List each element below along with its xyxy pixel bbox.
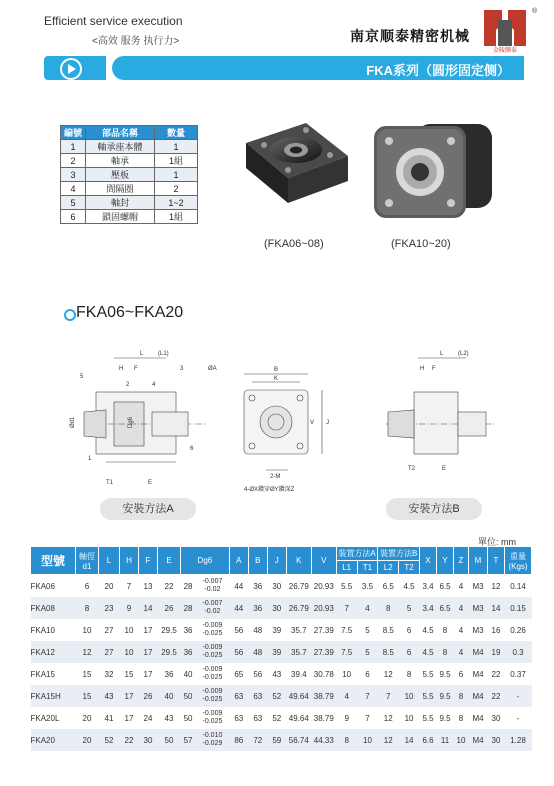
spec-cell-j: 59 bbox=[267, 729, 286, 751]
spec-cell-b: 48 bbox=[248, 641, 267, 663]
spec-cell-l2: 8.5 bbox=[382, 625, 394, 635]
spec-cell-y: 8 bbox=[442, 625, 448, 635]
spec-cell-t2: 4.5 bbox=[403, 581, 415, 591]
spec-cell-k: 56.74 bbox=[286, 729, 311, 751]
spec-cell-t1: 3.5 bbox=[361, 581, 374, 591]
spec-cell-k: 49.64 bbox=[286, 685, 311, 707]
spec-cell-t: 30 bbox=[488, 729, 505, 751]
spec-cell-m: M4 bbox=[469, 685, 488, 707]
spec-cell-t: 14 bbox=[488, 597, 505, 619]
spec-cell-w: 0.15 bbox=[505, 597, 532, 619]
dim-label: T1 bbox=[106, 480, 114, 486]
parts-cell: 間隔圈 bbox=[86, 182, 155, 196]
spec-cell-tolerance: -0.009 -0.025 bbox=[196, 641, 230, 663]
parts-table bbox=[60, 125, 198, 224]
spec-cell-l1: 9 bbox=[344, 713, 349, 723]
spec-cell-b: 36 bbox=[253, 581, 263, 591]
spec-cell-x: 6.6 bbox=[420, 729, 437, 751]
section-title: FKA06~FKA20 bbox=[76, 304, 184, 321]
spec-cell-b: 48 bbox=[253, 625, 263, 635]
spec-cell-l1: 5.5 bbox=[341, 581, 353, 591]
spec-cell-l1: 7 bbox=[336, 597, 357, 619]
spec-cell-d: 36 bbox=[183, 625, 193, 635]
spec-cell-y: 6.5 bbox=[439, 581, 451, 591]
parts-cell: 6 bbox=[61, 210, 86, 224]
dim-label: F bbox=[432, 366, 436, 372]
photo-caption-small: (FKA06~08) bbox=[264, 238, 324, 250]
spec-row bbox=[31, 729, 532, 751]
dim-label: Dg6 bbox=[128, 416, 134, 428]
spec-cell-w: 0.3 bbox=[505, 641, 532, 663]
spec-cell-m: M4 bbox=[469, 641, 488, 663]
spec-cell-a: 63 bbox=[229, 685, 248, 707]
spec-cell-model: FKA20L bbox=[30, 713, 60, 723]
spec-header-E: E bbox=[158, 547, 181, 575]
spec-cell-h: 10 bbox=[124, 625, 134, 635]
spec-header-Y: Y bbox=[437, 547, 454, 575]
spec-cell-l: 23 bbox=[99, 597, 120, 619]
spec-cell-d1: 20 bbox=[82, 713, 92, 723]
spec-cell-l: 20 bbox=[104, 581, 114, 591]
callout: 6 bbox=[190, 446, 194, 452]
spec-row bbox=[31, 597, 532, 619]
spec-cell-d: 57 bbox=[181, 729, 196, 751]
dim-label: E bbox=[148, 480, 153, 486]
callout: 4 bbox=[152, 382, 156, 388]
parts-cell: 鎖固螺帽 bbox=[86, 210, 155, 224]
spec-header-L2: L2 bbox=[378, 561, 399, 575]
spec-header-shaft: 軸徑 d1 bbox=[76, 547, 99, 575]
spec-cell-x: 4.5 bbox=[420, 641, 437, 663]
spec-cell-e: 29.5 bbox=[161, 625, 177, 635]
spec-cell-j: 52 bbox=[272, 713, 282, 723]
photo-caption-large: (FKA10~20) bbox=[391, 238, 451, 250]
company-name: 南京顺泰精密机械 bbox=[350, 28, 470, 44]
spec-cell-j: 30 bbox=[272, 581, 282, 591]
mount-method-a: 安裝方法A bbox=[100, 498, 196, 520]
spec-cell-d: 28 bbox=[183, 581, 193, 591]
spec-cell-a: 44 bbox=[229, 597, 248, 619]
spec-cell-tolerance: -0.007 -0.02 bbox=[202, 578, 223, 593]
spec-cell-f: 13 bbox=[143, 581, 153, 591]
spec-cell-t2: 10 bbox=[399, 685, 420, 707]
spec-cell-m: M3 bbox=[472, 625, 484, 635]
spec-cell-y: 11 bbox=[437, 729, 454, 751]
spec-cell-a: 44 bbox=[234, 581, 244, 591]
spec-cell-x: 3.4 bbox=[422, 581, 434, 591]
bullet-icon bbox=[64, 309, 76, 321]
spec-cell-w: - bbox=[516, 713, 520, 723]
spec-cell-tolerance: -0.009 -0.025 bbox=[202, 666, 223, 681]
parts-row bbox=[61, 182, 198, 196]
parts-row bbox=[61, 154, 198, 168]
spec-cell-h: 17 bbox=[120, 685, 139, 707]
spec-cell-w: 1.28 bbox=[505, 729, 532, 751]
spec-cell-y: 9.5 bbox=[439, 669, 451, 679]
dim-label: B bbox=[274, 367, 279, 373]
spec-header-M: M bbox=[469, 547, 488, 575]
spec-header-K: K bbox=[286, 547, 311, 575]
spec-cell-l2: 12 bbox=[378, 729, 399, 751]
spec-cell-t1: 7 bbox=[357, 685, 378, 707]
spec-cell-t2: 14 bbox=[399, 729, 420, 751]
spec-cell-t1: 5 bbox=[365, 625, 370, 635]
dim-label: (L1) bbox=[158, 351, 169, 357]
spec-cell-x: 5.5 bbox=[422, 669, 434, 679]
spec-cell-z: 4 bbox=[454, 597, 469, 619]
spec-table bbox=[30, 546, 532, 751]
callout: 3 bbox=[180, 366, 184, 372]
spec-cell-model: FKA20 bbox=[31, 729, 76, 751]
parts-row bbox=[61, 140, 198, 154]
spec-cell-model: FKA12 bbox=[31, 641, 76, 663]
spec-cell-t2: 10 bbox=[404, 713, 414, 723]
spec-cell-h: 9 bbox=[120, 597, 139, 619]
spec-cell-tolerance: -0.009 -0.025 bbox=[202, 710, 223, 725]
spec-cell-e: 50 bbox=[158, 729, 181, 751]
spec-cell-m: M4 bbox=[472, 713, 484, 723]
spec-cell-t1: 6 bbox=[365, 669, 370, 679]
parts-cell: 軸承座本體 bbox=[86, 140, 155, 154]
spec-cell-d1: 12 bbox=[76, 641, 99, 663]
spec-cell-e: 22 bbox=[164, 581, 174, 591]
spec-cell-t1: 4 bbox=[357, 597, 378, 619]
spec-header-weight: 重量 (Kgs) bbox=[505, 547, 532, 575]
parts-cell: 1 bbox=[61, 140, 86, 154]
spec-cell-z: 4 bbox=[458, 581, 464, 591]
spec-cell-t: 19 bbox=[488, 641, 505, 663]
spec-cell-t1: 10 bbox=[357, 729, 378, 751]
spec-cell-t: 22 bbox=[491, 669, 501, 679]
spec-row bbox=[31, 575, 532, 598]
spec-cell-model: FKA10 bbox=[30, 625, 55, 635]
spec-cell-a: 65 bbox=[234, 669, 244, 679]
spec-cell-d: 28 bbox=[181, 597, 196, 619]
spec-row bbox=[31, 619, 532, 641]
spec-cell-k: 26.79 bbox=[286, 597, 311, 619]
spec-header-L1: L1 bbox=[336, 561, 357, 575]
spec-cell-f: 14 bbox=[139, 597, 158, 619]
spec-cell-model: FKA06 bbox=[30, 581, 55, 591]
parts-cell: 1組 bbox=[155, 154, 198, 168]
spec-cell-f: 17 bbox=[143, 625, 153, 635]
mount-method-b: 安裝方法B bbox=[386, 498, 482, 520]
dim-label: V bbox=[310, 420, 315, 426]
spec-cell-h: 10 bbox=[120, 641, 139, 663]
spec-cell-a: 56 bbox=[229, 641, 248, 663]
callout: 5 bbox=[80, 374, 84, 380]
spec-cell-l: 41 bbox=[104, 713, 114, 723]
spec-cell-b: 36 bbox=[248, 597, 267, 619]
spec-cell-x: 4.5 bbox=[422, 625, 434, 635]
spec-header-T2: T2 bbox=[399, 561, 420, 575]
dim-label: ØA bbox=[208, 366, 217, 372]
spec-header-X: X bbox=[420, 547, 437, 575]
spec-cell-h: 17 bbox=[124, 713, 134, 723]
hole-spec: 4-ØX鑽穿ØY鑽深Z bbox=[244, 487, 295, 492]
spec-cell-t1: 7 bbox=[365, 713, 370, 723]
spec-cell-e: 36 bbox=[164, 669, 174, 679]
spec-cell-v: 27.39 bbox=[313, 625, 334, 635]
spec-cell-h: 22 bbox=[120, 729, 139, 751]
dim-label: F bbox=[134, 366, 138, 372]
spec-cell-tolerance: -0.009 -0.025 bbox=[196, 685, 230, 707]
spec-cell-k: 39.4 bbox=[291, 669, 307, 679]
parts-cell: 2 bbox=[155, 182, 198, 196]
dim-label: H bbox=[119, 366, 124, 372]
spec-cell-y: 9.5 bbox=[439, 713, 451, 723]
spec-cell-t2: 6 bbox=[406, 625, 412, 635]
spec-header-Z: Z bbox=[454, 547, 469, 575]
spec-cell-z: 8 bbox=[454, 685, 469, 707]
spec-cell-w: 0.37 bbox=[510, 669, 526, 679]
spec-cell-j: 43 bbox=[272, 669, 282, 679]
spec-cell-l1: 7.5 bbox=[341, 625, 353, 635]
parts-row bbox=[61, 210, 198, 224]
spec-cell-l1: 4 bbox=[336, 685, 357, 707]
spec-cell-v: 20.93 bbox=[311, 597, 336, 619]
spec-row bbox=[31, 707, 532, 729]
spec-cell-d: 36 bbox=[181, 641, 196, 663]
dim-label: 2-M bbox=[270, 474, 281, 480]
spec-cell-k: 49.64 bbox=[288, 713, 309, 723]
dim-label: L bbox=[140, 351, 144, 357]
spec-cell-e: 43 bbox=[164, 713, 174, 723]
spec-header-L: L bbox=[99, 547, 120, 575]
spec-cell-t: 12 bbox=[491, 581, 501, 591]
spec-cell-model: FKA08 bbox=[31, 597, 76, 619]
spec-cell-j: 52 bbox=[267, 685, 286, 707]
spec-cell-t: 22 bbox=[488, 685, 505, 707]
spec-cell-d1: 20 bbox=[76, 729, 99, 751]
parts-cell: 1 bbox=[155, 168, 198, 182]
spec-cell-y: 8 bbox=[437, 641, 454, 663]
dim-label: J bbox=[326, 420, 329, 426]
parts-cell: 軸封 bbox=[86, 196, 155, 210]
spec-cell-d1: 6 bbox=[84, 581, 90, 591]
spec-row bbox=[31, 685, 532, 707]
spec-cell-l1: 7.5 bbox=[336, 641, 357, 663]
spec-cell-h: 15 bbox=[124, 669, 134, 679]
spec-cell-t2: 5 bbox=[399, 597, 420, 619]
spec-cell-a: 63 bbox=[234, 713, 244, 723]
spec-header-mount-b: 裝置方法B bbox=[378, 547, 420, 561]
spec-cell-x: 5.5 bbox=[422, 713, 434, 723]
spec-cell-h: 7 bbox=[126, 581, 132, 591]
spec-cell-a: 56 bbox=[234, 625, 244, 635]
spec-cell-j: 39 bbox=[272, 625, 282, 635]
spec-cell-l2: 8 bbox=[378, 597, 399, 619]
spec-header-T1: T1 bbox=[357, 561, 378, 575]
spec-header-H: H bbox=[120, 547, 139, 575]
spec-cell-v: 38.79 bbox=[311, 685, 336, 707]
spec-cell-b: 56 bbox=[253, 669, 263, 679]
spec-cell-k: 26.79 bbox=[288, 581, 309, 591]
spec-cell-d1: 15 bbox=[76, 685, 99, 707]
parts-header-name: 部品名稱 bbox=[86, 126, 155, 140]
spec-cell-d1: 15 bbox=[82, 669, 92, 679]
spec-cell-v: 27.39 bbox=[311, 641, 336, 663]
parts-cell: 1 bbox=[155, 140, 198, 154]
spec-cell-z: 4 bbox=[454, 641, 469, 663]
spec-cell-t2: 6 bbox=[399, 641, 420, 663]
spec-cell-b: 72 bbox=[248, 729, 267, 751]
spec-cell-l2: 6.5 bbox=[382, 581, 394, 591]
spec-cell-y: 6.5 bbox=[437, 597, 454, 619]
spec-cell-v: 44.33 bbox=[311, 729, 336, 751]
dim-label: (L2) bbox=[458, 351, 469, 357]
spec-cell-v: 20.93 bbox=[313, 581, 334, 591]
spec-cell-b: 63 bbox=[253, 713, 263, 723]
spec-cell-f: 26 bbox=[139, 685, 158, 707]
spec-cell-tolerance: -0.007 -0.02 bbox=[196, 597, 230, 619]
dim-label: T2 bbox=[408, 466, 416, 472]
spec-header-Dg6: Dg6 bbox=[181, 547, 230, 575]
dim-label: K bbox=[274, 376, 279, 382]
spec-cell-t: 30 bbox=[491, 713, 501, 723]
parts-cell: 3 bbox=[61, 168, 86, 182]
spec-cell-l2: 12 bbox=[383, 669, 393, 679]
spec-cell-w: 0.26 bbox=[510, 625, 526, 635]
spec-cell-l2: 12 bbox=[383, 713, 393, 723]
parts-cell: 壓板 bbox=[86, 168, 155, 182]
spec-cell-tolerance: -0.009 -0.025 bbox=[202, 622, 223, 637]
parts-header-no: 編號 bbox=[61, 126, 86, 140]
spec-cell-w: 0.14 bbox=[510, 581, 526, 591]
spec-cell-l2: 8.5 bbox=[378, 641, 399, 663]
dim-label: H bbox=[420, 366, 425, 372]
spec-cell-e: 29.5 bbox=[158, 641, 181, 663]
spec-cell-model: FKA15 bbox=[30, 669, 55, 679]
spec-cell-e: 26 bbox=[158, 597, 181, 619]
spec-cell-l: 52 bbox=[99, 729, 120, 751]
spec-cell-v: 38.79 bbox=[313, 713, 334, 723]
parts-row bbox=[61, 196, 198, 210]
spec-cell-l1: 10 bbox=[342, 669, 352, 679]
parts-cell: 4 bbox=[61, 182, 86, 196]
spec-header-J: J bbox=[267, 547, 286, 575]
spec-cell-z: 6 bbox=[458, 669, 464, 679]
spec-cell-f: 30 bbox=[139, 729, 158, 751]
spec-cell-d: 40 bbox=[183, 669, 193, 679]
spec-cell-l: 43 bbox=[99, 685, 120, 707]
spec-cell-z: 10 bbox=[454, 729, 469, 751]
dim-label: L bbox=[440, 351, 444, 357]
spec-header-F: F bbox=[139, 547, 158, 575]
callout: 2 bbox=[126, 382, 130, 388]
spec-cell-z: 8 bbox=[458, 713, 464, 723]
callout: 1 bbox=[88, 456, 92, 462]
parts-cell: 5 bbox=[61, 196, 86, 210]
play-icon bbox=[60, 58, 82, 80]
spec-cell-a: 86 bbox=[229, 729, 248, 751]
parts-cell: 1組 bbox=[155, 210, 198, 224]
dim-label: Ød1 bbox=[70, 416, 76, 428]
spec-header-mount-a: 裝置方法A bbox=[336, 547, 378, 561]
spec-cell-t2: 8 bbox=[406, 669, 412, 679]
spec-cell-v: 30.78 bbox=[313, 669, 334, 679]
spec-cell-f: 17 bbox=[143, 669, 153, 679]
spec-cell-t1: 5 bbox=[357, 641, 378, 663]
spec-cell-k: 35.7 bbox=[286, 641, 311, 663]
spec-cell-d1: 8 bbox=[76, 597, 99, 619]
spec-cell-l: 27 bbox=[104, 625, 114, 635]
series-banner bbox=[112, 56, 524, 80]
spec-cell-m: M3 bbox=[472, 581, 484, 591]
dim-label: E bbox=[442, 466, 447, 472]
spec-cell-m: M3 bbox=[469, 597, 488, 619]
spec-cell-x: 5.5 bbox=[420, 685, 437, 707]
spec-cell-k: 35.7 bbox=[291, 625, 307, 635]
parts-row bbox=[61, 168, 198, 182]
spec-cell-m: M4 bbox=[472, 669, 484, 679]
spec-cell-f: 17 bbox=[139, 641, 158, 663]
parts-cell: 2 bbox=[61, 154, 86, 168]
spec-cell-model: FKA15H bbox=[31, 685, 76, 707]
spec-header-A: A bbox=[229, 547, 248, 575]
spec-cell-l: 27 bbox=[99, 641, 120, 663]
spec-cell-j: 39 bbox=[267, 641, 286, 663]
spec-cell-z: 4 bbox=[458, 625, 464, 635]
fka10-photo bbox=[366, 114, 498, 222]
spec-cell-f: 24 bbox=[143, 713, 153, 723]
spec-cell-t: 16 bbox=[491, 625, 501, 635]
spec-cell-l2: 7 bbox=[378, 685, 399, 707]
spec-cell-m: M4 bbox=[469, 729, 488, 751]
spec-cell-d: 50 bbox=[181, 685, 196, 707]
spec-cell-l1: 8 bbox=[336, 729, 357, 751]
spec-cell-tolerance: -0.010 -0.029 bbox=[196, 729, 230, 751]
spec-cell-l: 32 bbox=[104, 669, 114, 679]
registered-mark: ® bbox=[532, 8, 538, 15]
slogan-english: Efficient service execution bbox=[44, 14, 183, 28]
spec-header-model: 型號 bbox=[31, 547, 76, 575]
spec-cell-w: - bbox=[505, 685, 532, 707]
technical-drawing bbox=[66, 344, 526, 492]
spec-row bbox=[31, 663, 532, 685]
unit-label: 單位: mm bbox=[478, 537, 516, 547]
spec-cell-y: 9.5 bbox=[437, 685, 454, 707]
logo-text: 金陵顺泰 bbox=[492, 48, 517, 54]
spec-cell-e: 40 bbox=[158, 685, 181, 707]
fka06-photo bbox=[236, 108, 356, 218]
spec-header-B: B bbox=[248, 547, 267, 575]
slogan-chinese: <高效 服务 执行力> bbox=[92, 36, 180, 47]
spec-header-V: V bbox=[311, 547, 336, 575]
parts-cell: 1~2 bbox=[155, 196, 198, 210]
parts-header-qty: 數量 bbox=[155, 126, 198, 140]
spec-cell-j: 30 bbox=[267, 597, 286, 619]
spec-header-T: T bbox=[488, 547, 505, 575]
spec-cell-b: 63 bbox=[248, 685, 267, 707]
spec-cell-d: 50 bbox=[183, 713, 193, 723]
series-title: FKA系列（圆形固定侧） bbox=[366, 63, 510, 78]
parts-cell: 軸承 bbox=[86, 154, 155, 168]
spec-cell-d1: 10 bbox=[82, 625, 92, 635]
spec-row bbox=[31, 641, 532, 663]
spec-cell-x: 3.4 bbox=[420, 597, 437, 619]
